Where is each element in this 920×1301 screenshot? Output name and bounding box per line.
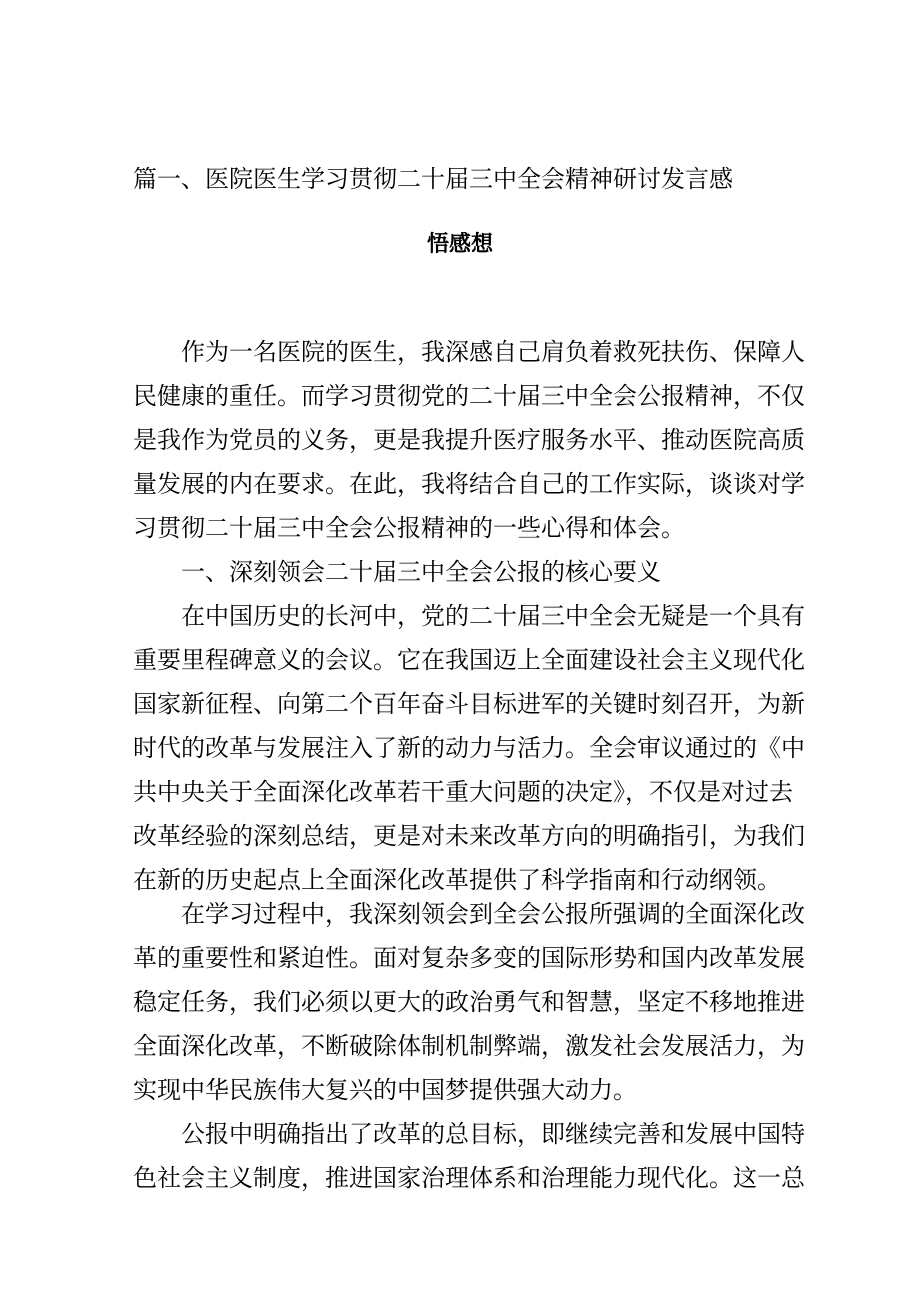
- paragraph-line: 是我作为党员的义务，更是我提升医疗服务水平、推动医院高质: [133, 426, 805, 454]
- paragraph-line: 量发展的内在要求。在此，我将结合自己的工作实际，谈谈对学: [133, 470, 805, 498]
- paragraph-line: 实现中华民族伟大复兴的中国梦提供强大动力。: [133, 1076, 637, 1104]
- paragraph-line: 稳定任务，我们必须以更大的政治勇气和智慧，坚定不移地推进: [133, 988, 805, 1016]
- paragraph-line: 公报中明确指出了改革的总目标，即继续完善和发展中国特: [181, 1120, 805, 1148]
- document-title-line-1: 篇一、医院医生学习贯彻二十届三中全会精神研讨发言感: [133, 165, 733, 193]
- paragraph-line: 民健康的重任。而学习贯彻党的二十届三中全会公报精神，不仅: [133, 382, 805, 410]
- paragraph-line: 重要里程碑意义的会议。它在我国迈上全面建设社会主义现代化: [133, 646, 805, 674]
- paragraph-line: 在中国历史的长河中，党的二十届三中全会无疑是一个具有: [181, 602, 805, 630]
- body-text-block-2: [133, 892, 805, 1200]
- paragraph-line: 色社会主义制度，推进国家治理体系和治理能力现代化。这一总: [133, 1164, 805, 1192]
- paragraph-line: 共中央关于全面深化改革若干重大问题的决定》，不仅是对过去: [133, 778, 793, 806]
- paragraph-line: 在新的历史起点上全面深化改革提供了科学指南和行动纲领。: [133, 866, 781, 894]
- paragraph-line: 时代的改革与发展注入了新的动力与活力。全会审议通过的《中: [133, 734, 805, 762]
- paragraph-line: 作为一名医院的医生，我深感自己肩负着救死扶伤、保障人: [181, 338, 805, 366]
- section-heading: 一、深刻领会二十届三中全会公报的核心要义: [181, 558, 661, 586]
- body-text-block-1: [133, 330, 805, 902]
- paragraph-line: 改革经验的深刻总结，更是对未来改革方向的明确指引，为我们: [133, 822, 805, 850]
- document-title-line-2: 悟感想: [426, 232, 493, 257]
- paragraph-line: 在学习过程中，我深刻领会到全会公报所强调的全面深化改: [181, 900, 805, 928]
- paragraph-line: 习贯彻二十届三中全会公报精神的一些心得和体会。: [133, 514, 685, 542]
- paragraph-line: 全面深化改革，不断破除体制机制弊端，激发社会发展活力，为: [133, 1032, 805, 1060]
- paragraph-line: 革的重要性和紧迫性。面对复杂多变的国际形势和国内改革发展: [133, 944, 805, 972]
- paragraph-line: 国家新征程、向第二个百年奋斗目标进军的关键时刻召开，为新: [133, 690, 805, 718]
